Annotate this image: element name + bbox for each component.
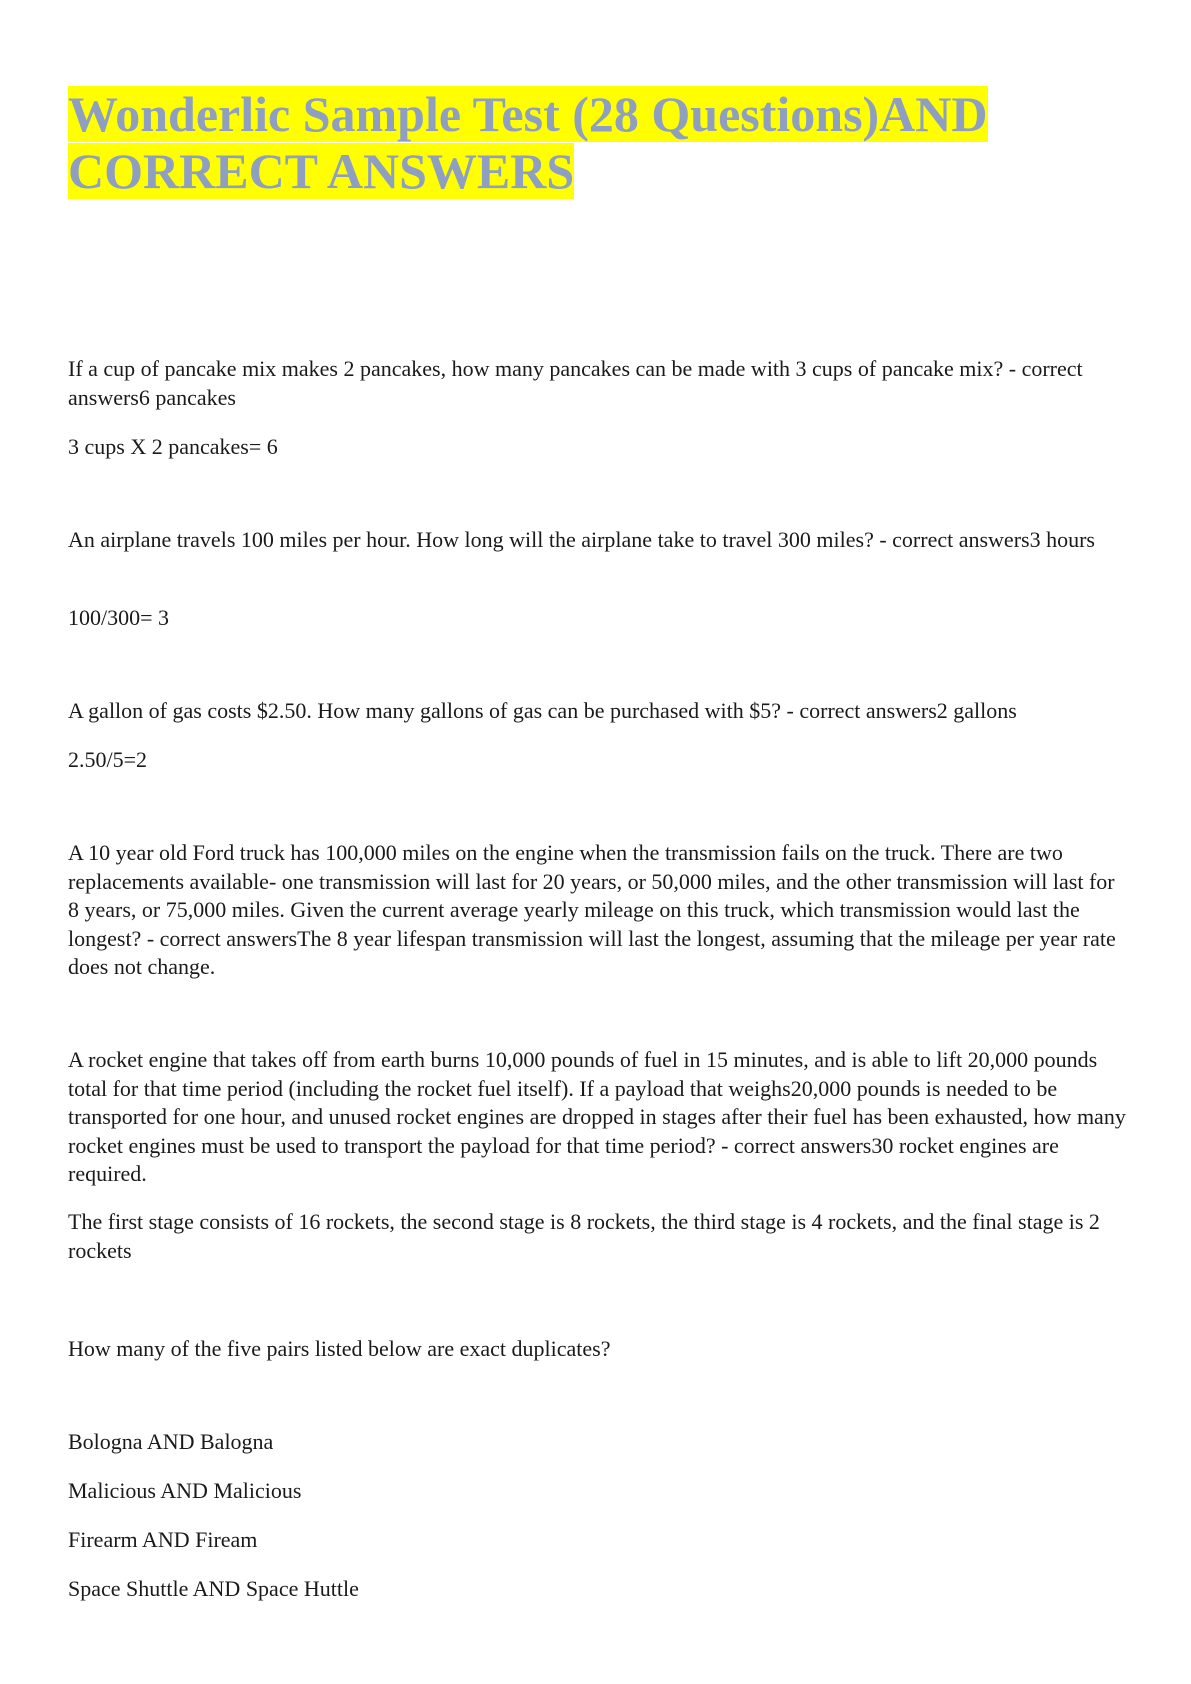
question-pancake: If a cup of pancake mix makes 2 pancakes, how many pancakes can be made with 3 cups of pancake mix? - correct answers6 pancakes	[68, 356, 1083, 410]
pair-item: Space Shuttle AND Space Huttle	[68, 1576, 359, 1601]
pair-item: Firearm AND Fiream	[68, 1527, 258, 1552]
question-gas: A gallon of gas costs $2.50. How many gallons of gas can be purchased with $5? - correct answers2 gallons	[68, 698, 1017, 723]
answer-pancake-work: 3 cups X 2 pancakes= 6	[68, 434, 278, 459]
answer-airplane-work: 100/300= 3	[68, 605, 170, 630]
question-duplicates: How many of the five pairs listed below are exact duplicates?	[68, 1336, 611, 1361]
pair-item: Malicious AND Malicious	[68, 1478, 302, 1503]
pair-item: Bologna AND Balogna	[68, 1429, 274, 1454]
answer-rocket-work: The first stage consists of 16 rockets, the second stage is 8 rockets, the third stage is 4 rockets, and the final stage is 2 rockets	[68, 1209, 1100, 1263]
document-title	[68, 86, 1128, 200]
question-rocket: A rocket engine that takes off from earth burns 10,000 pounds of fuel in 15 minutes, and is able to lift 20,000 pounds total for that time period (including the rocket fuel itself). If a payload that weighs20,000 pounds is needed to be transported for one hour, and unused rocket engines are dropped in stages after their fuel has been exhausted, how many rocket engines must be used to transport the payload for that time period? - correct answers30 rocket engines are required.	[68, 1047, 1126, 1186]
question-truck: A 10 year old Ford truck has 100,000 miles on the engine when the transmission fails on the truck. There are two replacements available- one transmission will last for 20 years, or 50,000 miles, and the other transmission will last for 8 years, or 75,000 miles. Given the current average yearly mileage on this truck, which transmission would last the longest? - correct answersThe 8 year lifespan transmission will last the longest, assuming that the mileage per year rate does not change.	[68, 840, 1116, 979]
answer-gas-work: 2.50/5=2	[68, 747, 148, 772]
title-highlight: Wonderlic Sample Test (28 Questions)AND CORRECT ANSWERS	[68, 86, 988, 199]
question-airplane: An airplane travels 100 miles per hour. How long will the airplane take to travel 300 miles? - correct answers3 hours	[68, 527, 1095, 552]
